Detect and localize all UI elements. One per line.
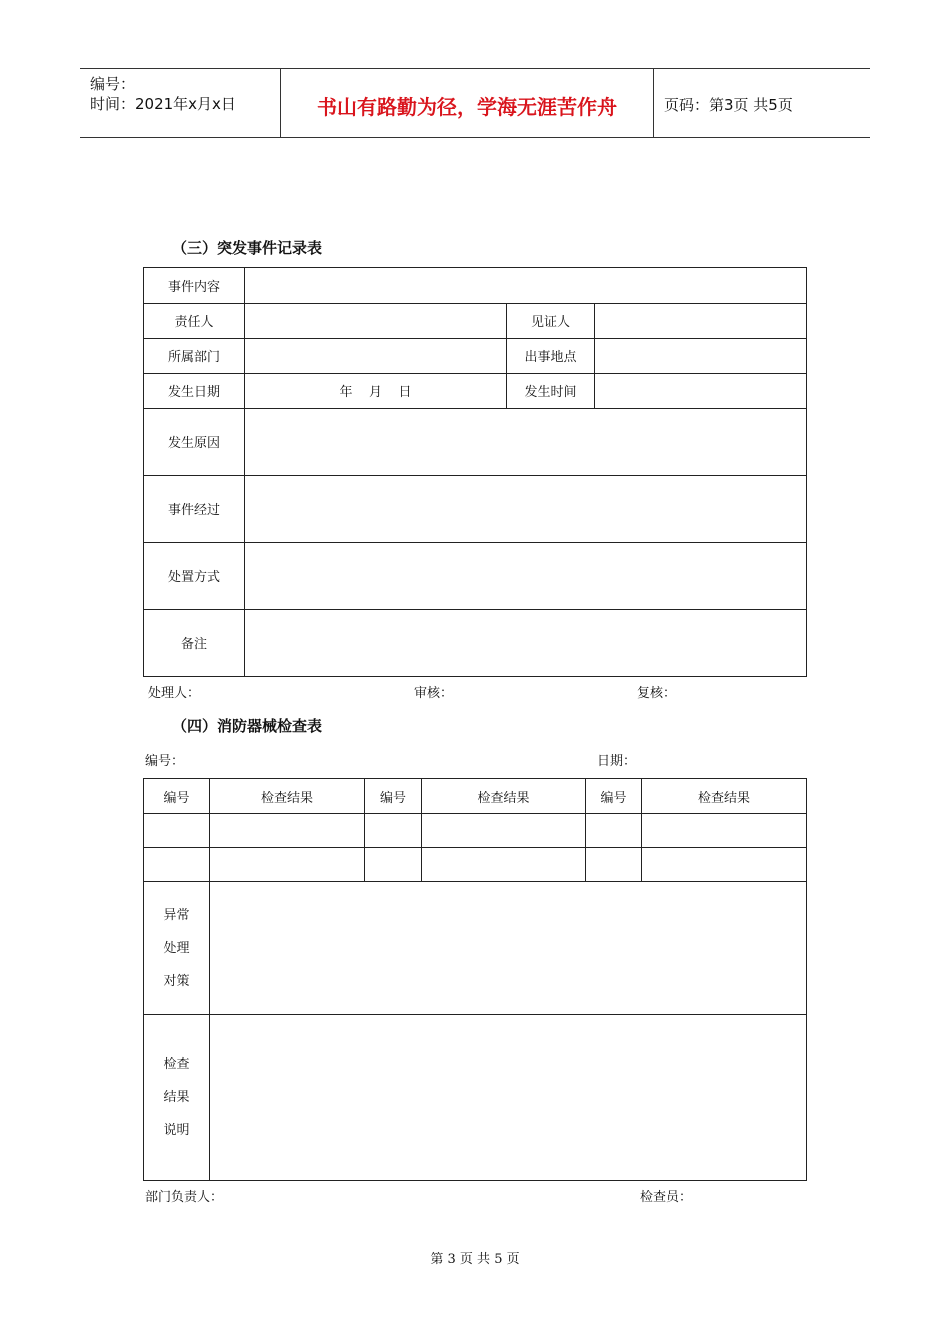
table-row-cell[interactable] [586, 848, 641, 881]
label-responsible-person: 责任人 [174, 315, 214, 330]
field-responsible-person[interactable] [245, 303, 506, 338]
header-left-cell [80, 69, 280, 137]
label-remarks: 备注 [180, 637, 207, 652]
rechecker-label: 复核： [637, 686, 677, 701]
fire-number-label: 编号： [145, 754, 185, 769]
table-row-cell[interactable] [144, 848, 209, 881]
table-row-cell[interactable] [210, 814, 364, 847]
incident-form-table [143, 267, 807, 677]
field-handling-method[interactable] [245, 542, 806, 609]
header-page-label: 页码：第3页 共5页 [664, 96, 793, 114]
table-row-cell[interactable] [210, 848, 364, 881]
field-occurrence-date[interactable]: 年 月 日 [339, 385, 412, 400]
label-department: 所属部门 [167, 350, 220, 365]
result-line-2: 结果 [163, 1090, 190, 1105]
label-occurrence-time: 发生时间 [524, 385, 577, 400]
table-row-cell[interactable] [422, 848, 585, 881]
table-row-cell[interactable] [642, 848, 806, 881]
label-event-content: 事件内容 [167, 280, 220, 295]
col-header-number-3: 编号 [600, 790, 627, 806]
result-line-1: 检查 [163, 1057, 190, 1072]
abnormal-line-3: 对策 [163, 973, 190, 989]
header-right-cell [654, 69, 870, 137]
incident-form-title: （三）突发事件记录表 [172, 239, 323, 257]
header-time-label: 时间：2021年x月x日 [90, 95, 236, 113]
inspector-label: 检查员： [640, 1190, 693, 1205]
field-remarks[interactable] [245, 609, 806, 676]
fire-check-table [143, 778, 807, 1181]
fire-date-label: 日期： [597, 754, 637, 769]
label-abnormal-handling [144, 882, 209, 1014]
label-witness: 见证人 [530, 315, 570, 330]
fire-form-title: （四）消防器械检查表 [172, 717, 323, 735]
label-handling-method: 处置方式 [167, 570, 220, 585]
page-footer: 第 3 页 共 5 页 [430, 1252, 520, 1267]
handler-label: 处理人： [148, 686, 201, 701]
table-row-cell[interactable] [365, 848, 421, 881]
label-event-process: 事件经过 [167, 503, 220, 518]
header-motto: 书山有路勤为径，学海无涯苦作舟 [317, 95, 617, 119]
table-row-cell[interactable] [642, 814, 806, 847]
dept-head-label: 部门负责人： [145, 1190, 224, 1205]
label-occurrence-date: 发生日期 [167, 385, 220, 400]
field-event-process[interactable] [245, 475, 806, 542]
label-cause: 发生原因 [167, 436, 220, 451]
col-header-number-2: 编号 [379, 790, 406, 806]
field-department[interactable] [245, 338, 506, 373]
label-incident-location: 出事地点 [524, 350, 577, 365]
table-row-cell[interactable] [144, 814, 209, 847]
field-event-content[interactable] [245, 268, 806, 303]
table-row-cell[interactable] [586, 814, 641, 847]
reviewer-label: 审核： [414, 686, 454, 701]
field-incident-location[interactable] [595, 338, 806, 373]
field-result-description[interactable] [210, 1015, 806, 1180]
result-line-3: 说明 [163, 1123, 190, 1138]
header-number-label: 编号： [90, 75, 136, 93]
field-witness[interactable] [595, 303, 806, 338]
col-header-result-3: 检查结果 [697, 790, 750, 806]
col-header-number-1: 编号 [163, 790, 190, 806]
label-result-description [144, 1015, 209, 1180]
field-cause[interactable] [245, 408, 806, 475]
abnormal-line-1: 异常 [163, 907, 190, 923]
table-row-cell[interactable] [365, 814, 421, 847]
col-header-result-1: 检查结果 [260, 790, 313, 806]
field-abnormal-handling[interactable] [210, 882, 806, 1014]
header-center-cell [280, 69, 654, 137]
field-occurrence-time[interactable] [595, 373, 806, 408]
page-header [80, 68, 870, 138]
abnormal-line-2: 处理 [163, 940, 190, 956]
col-header-result-2: 检查结果 [477, 790, 530, 806]
table-row-cell[interactable] [422, 814, 585, 847]
